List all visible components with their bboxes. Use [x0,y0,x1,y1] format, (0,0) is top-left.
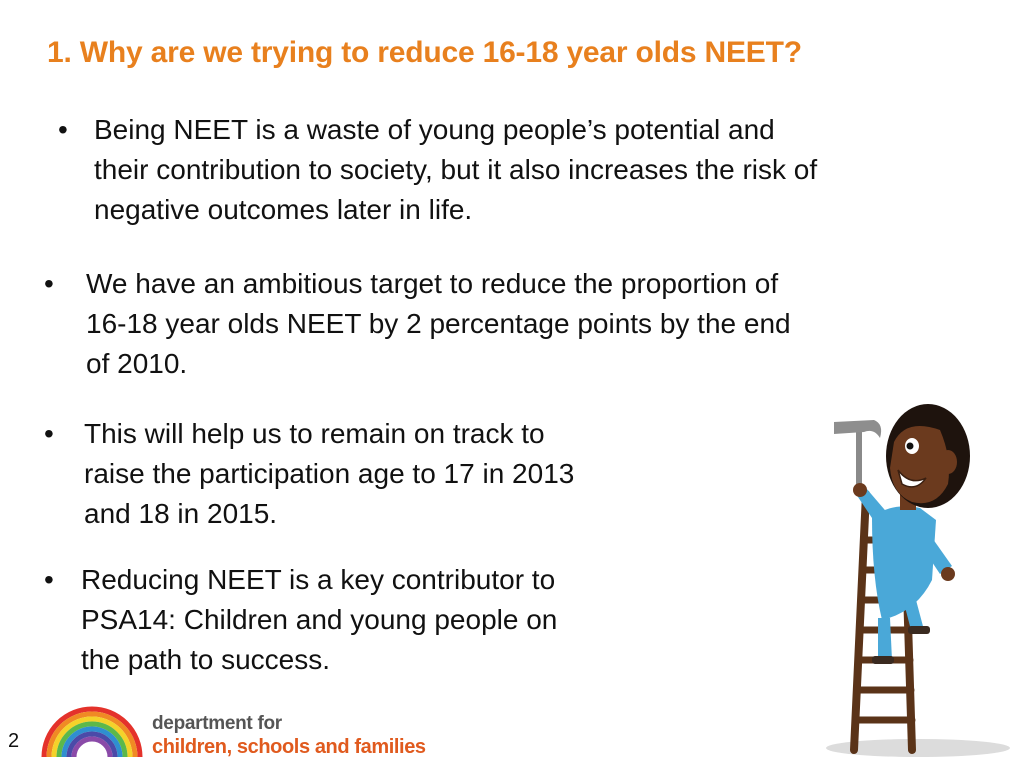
bullet-line: their contribution to society, but it also increases the risk of [94,154,818,185]
bullet-line: Reducing NEET is a key contributor to [81,564,556,595]
bullet-point-2 [44,264,974,384]
bullet-point-3 [44,414,704,534]
bullet-marker: • [44,564,54,595]
bullet-text [81,560,704,680]
bullet-line: We have an ambitious target to reduce the proportion of [86,268,779,299]
bullet-marker: • [58,114,68,145]
bullet-text [86,264,974,384]
rainbow-logo-icon [40,703,144,761]
bullet-marker: • [44,268,54,299]
bullet-line: the path to success. [81,644,331,675]
bullet-point-1 [58,110,988,230]
bullet-text [94,110,988,230]
bullet-line: of 2010. [86,348,188,379]
man-on-ladder-illustration [820,398,1010,760]
bullet-text [84,414,704,534]
bullet-point-4 [44,560,704,680]
bullet-marker: • [44,418,54,449]
bullet-line: and 18 in 2015. [84,498,278,529]
bullet-line: PSA14: Children and young people on [81,604,558,635]
bullet-line: raise the participation age to 17 in 2013 [84,458,575,489]
dept-logo-line1: department for [152,713,282,734]
dept-logo-line2: children, schools and families [152,736,426,758]
bullet-line: 16-18 year olds NEET by 2 percentage points by the end [86,308,791,339]
bullet-line: Being NEET is a waste of young people’s potential and [94,114,775,145]
slide-title: 1. Why are we trying to reduce 16-18 year olds NEET? [47,36,802,69]
page-number: 2 [8,730,20,752]
bullet-line: negative outcomes later in life. [94,194,473,225]
bullet-line: This will help us to remain on track to [84,418,545,449]
